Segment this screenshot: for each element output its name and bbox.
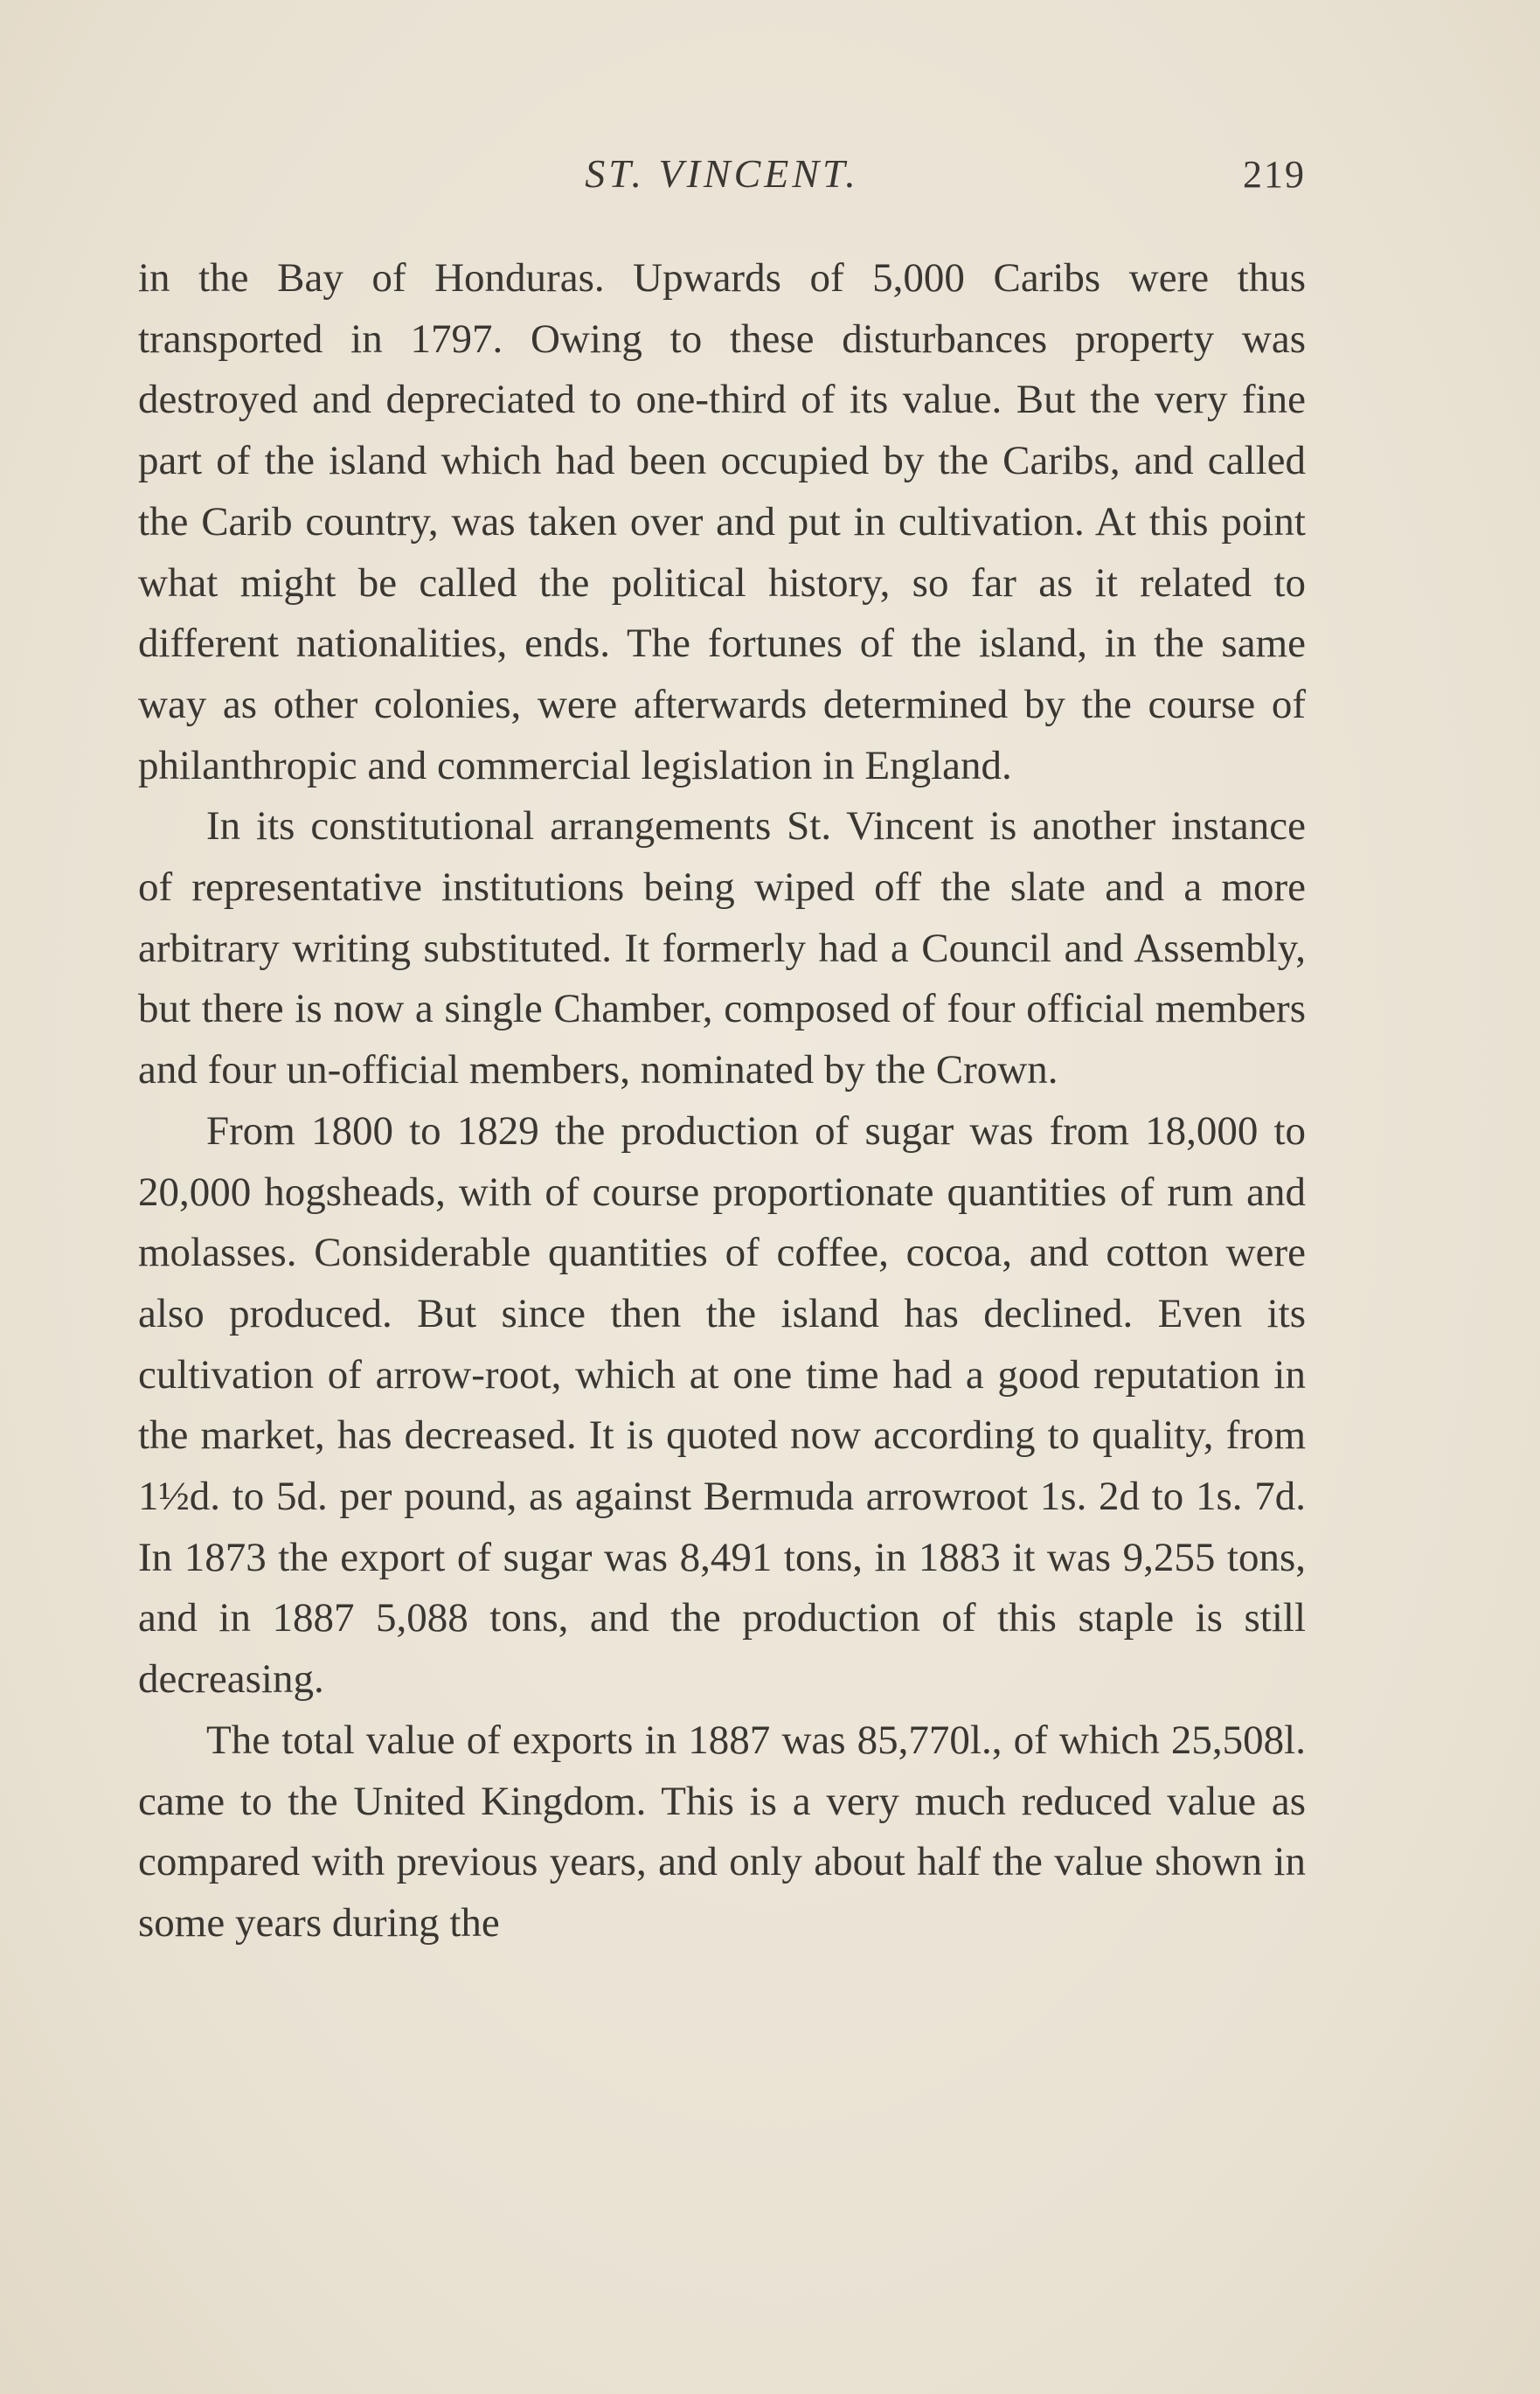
- running-title: ST. VINCENT.: [585, 151, 859, 196]
- running-head: [138, 150, 1306, 212]
- paragraph-2: In its constitutional arrangements St. Vincent is another instance of representative institutions being wiped off the slate and a more arbitrary writing substituted. It formerly had a Council and Assembly, but there is now a single Chamber, composed of four official members and four un-official members, nominated by the Crown.: [138, 803, 1306, 1093]
- paragraph-4: The total value of exports in 1887 was 85,770l., of which 25,508l. came to the United Kingdom. This is a very much reduced value as compared with previous years, and only about half the value shown in some years during the: [138, 1717, 1306, 1946]
- body-text: [138, 248, 1306, 1954]
- paragraph-1: in the Bay of Honduras. Upwards of 5,000 Caribs were thus transported in 1797. Owing to these disturbances property was destroyed and depreciated to one-third of its value. But the very fine part of the island which had been occupied by the Caribs, and called the Carib country, was taken over and put in cultivation. At this point what might be called the political history, so far as it related to different nationalities, ends. The fortunes of the island, in the same way as other colonies, were afterwards determined by the course of philanthropic and commercial legislation in England.: [138, 255, 1306, 788]
- page-number: 219: [1243, 153, 1306, 196]
- paragraph-3: From 1800 to 1829 the production of sugar was from 18,000 to 20,000 hogsheads, with of course proportionate quantities of rum and molasses. Considerable quantities of coffee, cocoa, and cotton were also produced. But since then the island has declined. Even its cultivation of arrow-root, which at one time had a good reputation in the market, has decreased. It is quoted now according to quality, from 1½d. to 5d. per pound, as against Bermuda arrowroot 1s. 2d to 1s. 7d. In 1873 the export of sugar was 8,491 tons, in 1883 it was 9,255 tons, and in 1887 5,088 tons, and the production of this staple is still decreasing.: [138, 1107, 1306, 1703]
